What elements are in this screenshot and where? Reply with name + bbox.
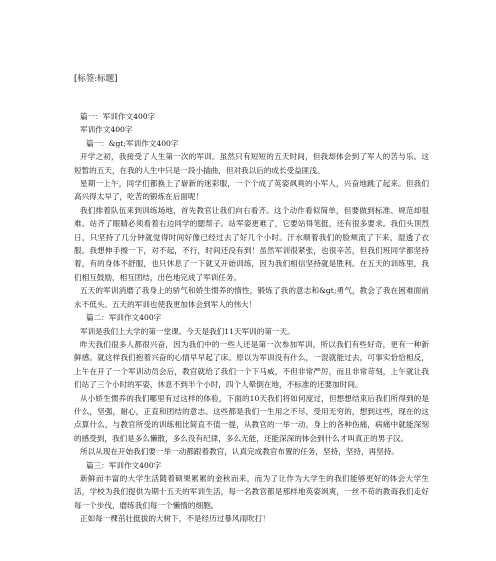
paragraph: 从小娇生惯养的我们哪里有过这样的体验，下面的10天我们将如何度过，但想想结束后我们所得到的是什么，坚强，耐心，正直和团结的意志。这些都是我们一生用之不尽，受用无穷的，想到这些，现在的这点算什么，与教官所受的训练相比简直不值一提，从教官的一举一动，身上的各种伤痛，病痛中就能深刻的感受到，我们是多么懒散，多么没有纪律，多么无能，还能深深的体会到什么才叫真正的男子汉。 — [74, 393, 429, 443]
paragraph: 昨天我们很多人都很兴奋，因为我们中的一些人还是第一次参加军训，所以我们有些好奇，更有一种新鲜感。就这样我们抱着兴奋的心情早早起了床。原以为军训没有什么，一混就能过去，可事实恰恰相反，上午在开了一个军训动员会后，教官就给了我们一个下马威，不但非常严厉，而且非常苛刻，上午就让我们站了三个小时的军姿，休息不到半个小时，四个人晕倒在地，不标准的还要加时间。 — [74, 339, 429, 390]
article-body — [74, 110, 429, 526]
paragraph: 军训是我们上大学的第一堂课。今天是我们11天军训的第一天。 — [80, 326, 295, 336]
article-title: 军训作文400字 — [80, 125, 133, 135]
section-heading: 篇一：军训作文400字 — [80, 112, 156, 121]
paragraph: 新鲜而丰富的大学生活随着硕果累累的金秋而来，而为了让作为大学生的我们能够更好的体会大学生活，学校为我们提供为期十五天的军训生活，每一名教官都是那样地英姿飒爽，一丝不苟的教诲我们走好每一个步伐，磨练我们每一个懒惰的细胞。 — [74, 473, 429, 510]
title-tag: [标签:标题] — [74, 74, 118, 84]
section-heading: 篇三：军训作文400字 — [86, 460, 162, 470]
section-heading: 篇二：军训作文400字 — [86, 313, 162, 323]
paragraph: 我们排着队伍来到训练场地，首先教官让我们向右看齐。这个动作看似简单，但要做到标准、规范却很难。站齐了眼睛必须看着右边同学的腮帮子。站军姿更难了，它要站得笔挺，还有很多要求。我们头顶烈日，只坚持了几分钟就觉得时间好像已经过去了好几个小时。汗水顺着我们的脸颊流了下来，湿透了衣服。我想伸手擦一下，对不起，不行，时间还没有到！虽然军训很紧张，也很辛苦，但我们班同学都坚持着，有的身体不舒服，也只休息了一下就又开始训练，因为我们相信坚持就是胜利。在五天的训练里，我们相互鼓励，相互团结，出色地完成了军训任务。 — [74, 205, 429, 282]
paragraph: 开学之初，我接受了人生第一次的军训。虽然只有短短的五天时间，但我却体会到了军人的苦与乐。这短暂的五天，在我的人生中只是一段小插曲，但对我以后的成长受益匪浅。 — [74, 152, 429, 175]
paragraph: 星期一上午，同学们都换上了崭新的迷彩服，一个个成了英姿飒爽的小军人，兴奋地跳了起来。但我们高兴得太早了，吃苦的锻炼在后面呢！ — [74, 179, 429, 202]
section-heading: 篇一：&gt;军训作文400字 — [86, 138, 179, 148]
paragraph: 所以从现在开始我们要一举一动都跟着教官，认真完成教官布置的任务，坚持，坚持，再坚持。 — [80, 447, 399, 457]
paragraph: 正如每一棵茁壮挺拔的大树下，不是经历过暴风雨吹打！ — [80, 514, 270, 524]
paragraph: 五天的军训消磨了我身上的骄气和娇生惯养的惰性，锻炼了我的意志和&gt;勇气，教会了我在困难面前永不低头。五天的军训也使我更加体会到军人的伟大！ — [74, 286, 429, 309]
